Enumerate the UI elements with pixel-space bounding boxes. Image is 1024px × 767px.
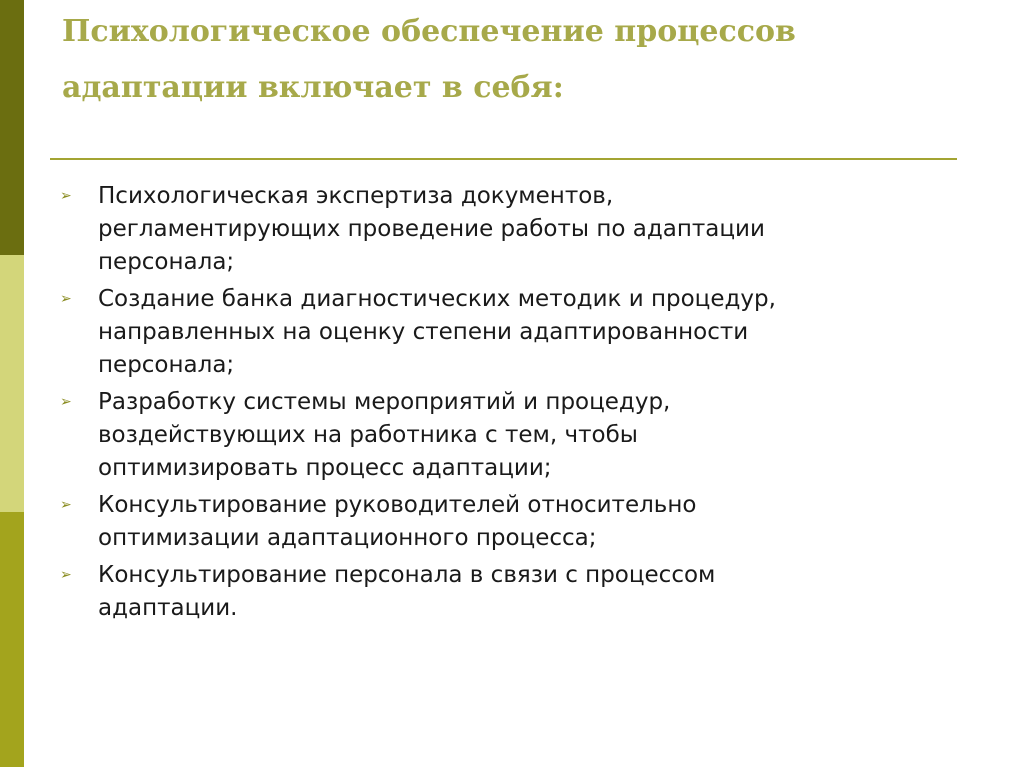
list-item-line: Консультирование персонала в связи с процессом [98, 562, 716, 588]
list-item-line: Создание банка диагностических методик и процедур, [98, 286, 776, 312]
list-item-line: персонала; [98, 352, 235, 378]
side-bar-light-segment [0, 255, 24, 512]
list-item-line: адаптации. [98, 595, 238, 621]
decorative-side-bar [0, 0, 24, 767]
side-bar-mid-segment [0, 512, 24, 767]
slide-title-line-2: адаптации включает в себя: [62, 70, 564, 105]
title-divider [50, 158, 957, 160]
list-item-line: воздействующих на работника с тем, чтобы [98, 422, 638, 448]
arrow-bullet-icon: ➢ [60, 567, 72, 583]
list-item [60, 283, 960, 382]
list-item-line: направленных на оценку степени адаптированности [98, 319, 749, 345]
bullet-list [60, 180, 960, 629]
arrow-bullet-icon: ➢ [60, 188, 72, 204]
list-item [60, 386, 960, 485]
side-bar-dark-segment [0, 0, 24, 255]
arrow-bullet-icon: ➢ [60, 497, 72, 513]
arrow-bullet-icon: ➢ [60, 394, 72, 410]
list-item-line: Разработку системы мероприятий и процедур, [98, 389, 671, 415]
list-item-line: регламентирующих проведение работы по адаптации [98, 216, 765, 242]
list-item [60, 180, 960, 279]
slide-title-line-1: Психологическое обеспечение процессов [62, 14, 796, 49]
arrow-bullet-icon: ➢ [60, 291, 72, 307]
list-item-line: Консультирование руководителей относительно [98, 492, 697, 518]
list-item-line: оптимизации адаптационного процесса; [98, 525, 597, 551]
slide-title [62, 4, 962, 116]
list-item [60, 559, 960, 625]
list-item [60, 489, 960, 555]
list-item-line: Психологическая экспертиза документов, [98, 183, 614, 209]
list-item-line: персонала; [98, 249, 235, 275]
list-item-line: оптимизировать процесс адаптации; [98, 455, 552, 481]
